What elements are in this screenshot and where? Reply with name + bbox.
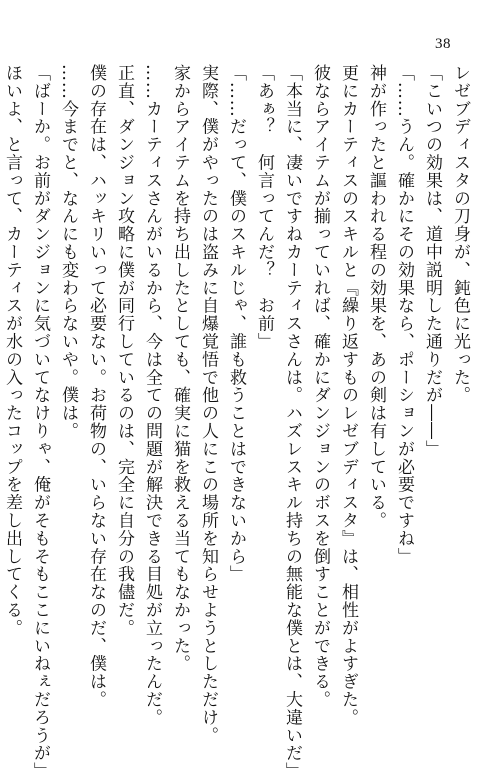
text-line: 実際、僕がやったのは盗みに自爆覚悟で他の人にこの場所を知らせようとしただけ。	[198, 64, 218, 745]
text-line: ほいよ、と言って、カーティスが水の入ったコップを差し出してくる。	[2, 64, 22, 637]
text-line: 「ばーか。お前がダンジョンに気づいてなけりゃ、俺がそもそもここにいねぇだろうが」	[30, 64, 50, 780]
page-number: 38	[435, 36, 451, 52]
text-line: 神が作ったと謳われる程の効果を、あの剣は有している。	[366, 64, 386, 530]
text-line: 彼ならアイテムが揃っていれば、確かにダンジョンのボスを倒すことができる。	[310, 64, 330, 709]
text-line: 「本当に、凄いですねカーティスさんは。ハズレスキル持ちの無能な僕とは、大違いだ」	[282, 64, 302, 780]
text-line: 「……うん。確かにその効果なら、ポーションが必要ですね」	[394, 64, 414, 566]
text-line: レゼブディスタの刀身が、鈍色に光った。	[450, 64, 470, 405]
text-line: 正直、ダンジョン攻略に僕が同行しているのは、完全に自分の我儘だ。	[114, 64, 134, 637]
text-line: ……今までと、なんにも変わらないや。僕は。	[58, 64, 78, 440]
text-line: 「……だって、僕のスキルじゃ、誰も救うことはできないから」	[226, 64, 246, 584]
text-line: 僕の存在は、ハッキリいって必要ない。お荷物の、いらない存在なのだ、僕は。	[86, 64, 106, 709]
text-line: ……カーティスさんがいるから、今は全ての問題が解決できる目処が立ったんだ。	[142, 64, 162, 727]
text-line: 「あぁ？ 何言ってんだ？ お前」	[254, 64, 274, 351]
text-line: 「こいつの効果は、道中説明した通りだが――」	[422, 64, 442, 458]
novel-text-block	[2, 64, 474, 780]
text-line: 更にカーティスのスキルと『繰り返すものレゼブディスタ』は、相性がよすぎた。	[338, 64, 358, 727]
text-line: 家からアイテムを持ち出したとしても、確実に猫を救える当てもなかった。	[170, 64, 190, 673]
